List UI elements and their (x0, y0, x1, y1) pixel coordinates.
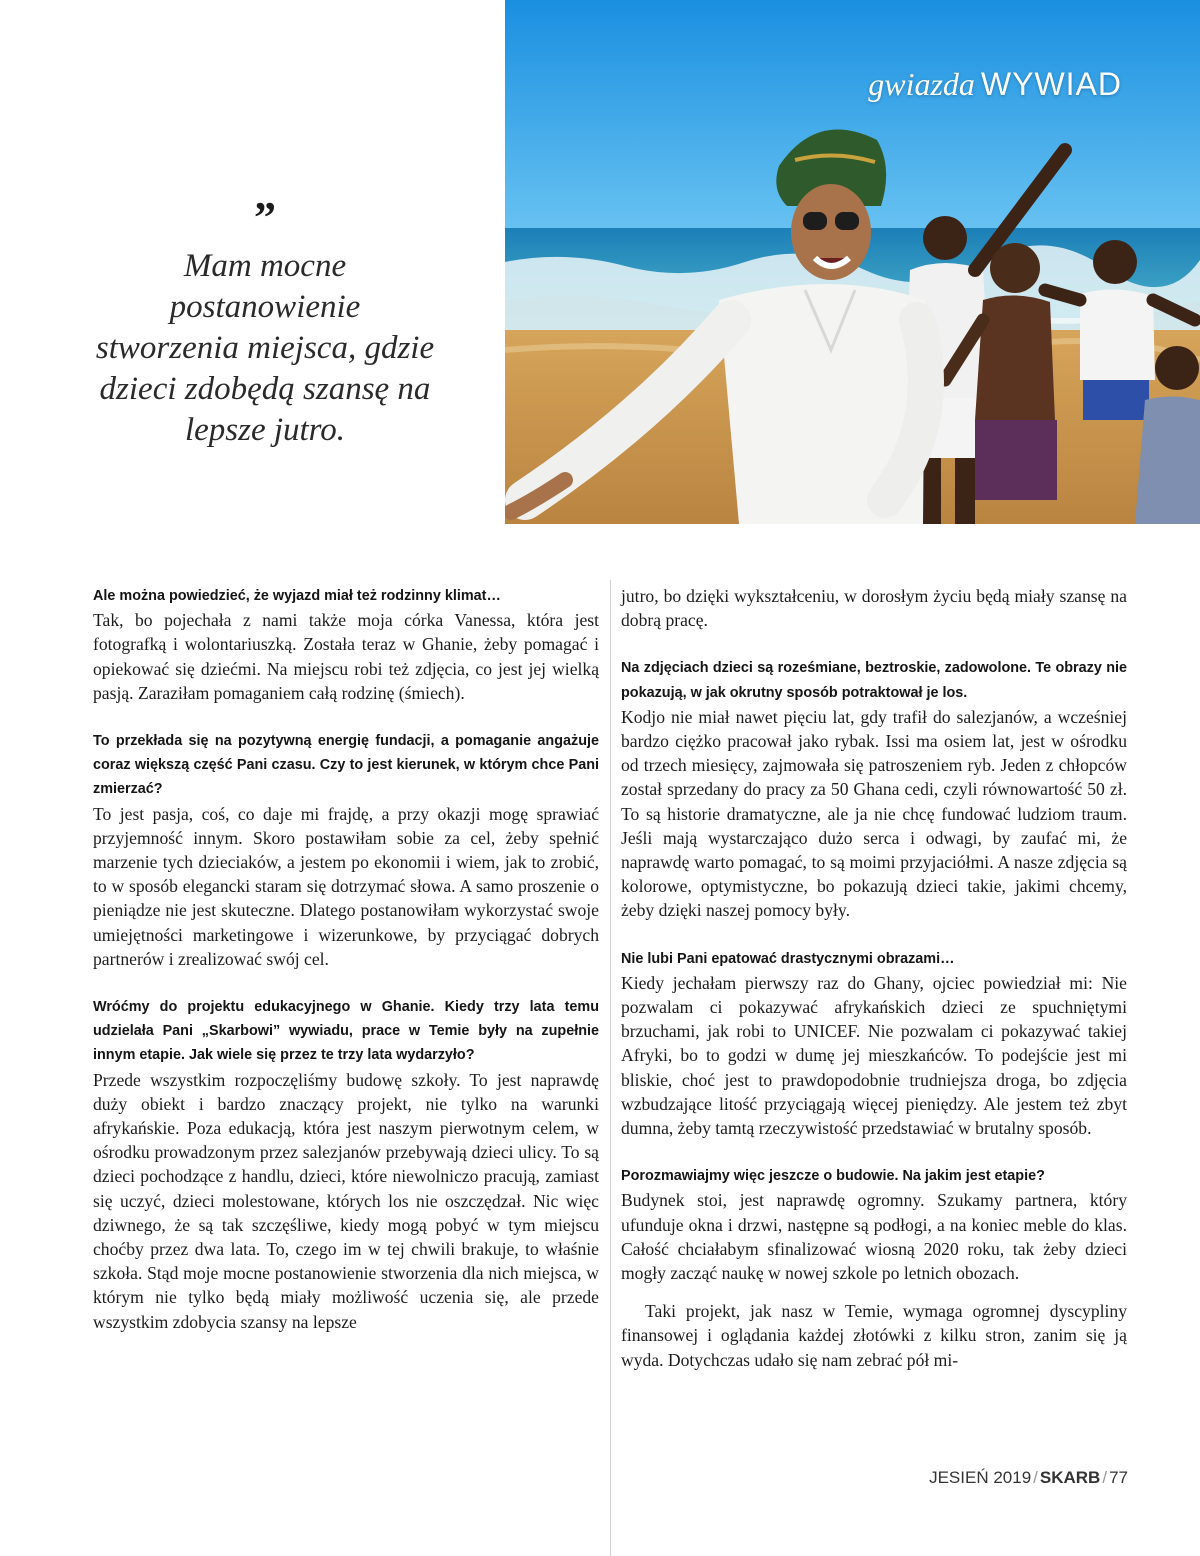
pull-quote-text: Mam mocne postanowienie stworzenia miejsca, gdzie dzieci zdobędą szansę na lepsze jutro. (95, 248, 435, 448)
paragraph-gap (93, 971, 599, 995)
interview-question: Wróćmy do projektu edukacyjnego w Ghanie. Kiedy trzy lata temu udzielała Pani „Skarbowi” wywiadu, prace w Temie były na zupełnie innym etapie. Jak wiele się przez te trzy lata wydarzyło? (93, 999, 599, 1064)
hero-photo (505, 0, 1200, 524)
page-number: 77 (1109, 1468, 1128, 1487)
section-tag: gwiazda (868, 66, 975, 102)
paragraph-gap (621, 1285, 1127, 1299)
paragraph-gap (93, 705, 599, 729)
pull-quote (95, 193, 435, 451)
quote-mark-icon: ” (254, 193, 276, 242)
article-column-left (93, 584, 599, 1334)
interview-answer: Kiedy jechałam pierwszy raz do Ghany, ojciec powiedział mi: Nie pozwalam ci pokazywać afrykańskich dzieci ze spuchniętymi brzuchami, jak robi to UNICEF. Nie pozwalam ci pokazywać takiej Afryki, bo to godzi w dumę jej mieszkańców. To podejście jest mi bliskie, choć jest to prawdopodobnie trudniejsza droga, bo zdjęcia wzbudzające litość przyciągają więcej pieniędzy. Ale jestem też zbyt dumna, żeby tamtą rzeczywistość przedstawiać w brutalny sposób. (621, 972, 1127, 1139)
interview-answer: jutro, bo dzięki wykształceniu, w dorosłym życiu będą miały szansę na dobrą pracę. (621, 586, 1127, 631)
section-name: WYWIAD (980, 66, 1122, 102)
paragraph-gap (621, 923, 1127, 947)
interview-answer: To jest pasja, coś, co daje mi frajdę, a przy okazji mogę sprawiać przyjemność innym. Skoro postawiłam sobie za cel, żeby spełnić marzenie tych dzieciaków, a jestem po ekonomii i wiem, jak to zrobić, to w sposób elegancki staram się dotrzymać słowa. A samo proszenie o pieniądze nie jest skuteczne. Dlatego postanowiłam wykorzystać swoje umiejętności marketingowe i wizerunkowe, by przyciągać dobrych partnerów i zrealizować swój cel. (93, 803, 599, 969)
interview-answer: Budynek stoi, jest naprawdę ogromny. Szukamy partnera, który ufunduje okna i drzwi, następne są podłogi, a na koniec meble do klas. Całość chciałabym sfinalizować wiosną 2020 roku, tak żeby dzieci mogły zacząć naukę w nowej szkole po letnich obozach. (621, 1190, 1127, 1284)
column-divider (610, 580, 611, 1556)
article-column-right (621, 584, 1127, 1372)
interview-answer: Taki projekt, jak nasz w Temie, wymaga ogromnej dyscypliny finansowej i oglądania każdej złotówki z kilku stron, zanim się ją wyda. Dotychczas udało się nam zebrać pół mi- (621, 1301, 1127, 1370)
issue-season: JESIEŃ 2019 (929, 1468, 1032, 1487)
interview-question: To przekłada się na pozytywną energię fundacji, a pomaganie angażuje coraz większą część Pani czasu. Czy to jest kierunek, w którym chce Pani zmierzać? (93, 733, 599, 798)
folio-separator: / (1033, 1468, 1038, 1487)
interview-answer: Przede wszystkim rozpoczęliśmy budowę szkoły. To jest naprawdę duży obiekt i bardzo znaczący projekt, nie tylko na warunki afrykańskie. Poza edukacją, która jest naszym pierwotnym celem, w ośrodku prowadzonym przez salezjanów przebywają dzieci ulicy. To są dzieci pochodzące z handlu, dzieci, które niewolniczo pracują, zamiast się uczyć, dzieci molestowane, których los nie oszczędzał. Nic więc dziwnego, że są tak szczęśliwe, kiedy mogą pobyć w tym miejscu choćby przez dwa lata. To, czego im w tej chwili brakuje, to właśnie szkoła. Stąd moje mocne postanowienie stworzenia dla nich miejsca, w którym nie tylko będą miały możliwość uczenia się, ale przede wszystkim zdobycia szansy na lepsze (93, 1069, 599, 1332)
paragraph-gap (621, 632, 1127, 656)
page-folio (929, 1468, 1128, 1488)
magazine-name: SKARB (1039, 1468, 1101, 1487)
paragraph-gap (621, 1140, 1127, 1164)
interview-answer: Kodjo nie miał nawet pięciu lat, gdy trafił do salezjanów, a wcześniej bardzo ciężko pracował jako rybak. Issi ma osiem lat, jest w ośrodku od trzech miesięcy, zajmowała się patroszeniem ryb. Jeden z chłopców został sprzedany do pracy za 50 Ghana cedi, czyli równowartość 50 zł. To są historie dramatyczne, ale ja nie chcę fundować ludziom traum. Jeśli mają wystarczająco dużo serca i odwagi, by zaufać mi, że naprawdę warto pomagać, to są moimi przyjaciółmi. A nasze zdjęcia są kolorowe, optymistyczne, bo pokazują dzieci takie, jakimi chcemy, żeby dzięki naszej pomocy były. (621, 706, 1127, 921)
interview-question: Porozmawiajmy więc jeszcze o budowie. Na jakim jest etapie? (621, 1168, 1045, 1185)
section-label (868, 66, 1122, 103)
interview-answer: Tak, bo pojechała z nami także moja córka Vanessa, która jest fotografką i wolontariuszką. Została teraz w Ghanie, żeby pomagać i opiekować się dziećmi. Na miejscu robi też zdjęcia, co jest jej wielką pasją. Zaraziłam pomaganiem całą rodzinę (śmiech). (93, 610, 599, 703)
interview-question: Na zdjęciach dzieci są roześmiane, beztroskie, zadowolone. Te obrazy nie pokazują, w jak okrutny sposób potraktował je los. (621, 660, 1127, 701)
interview-question: Nie lubi Pani epatować drastycznymi obrazami… (621, 950, 955, 967)
folio-separator: / (1102, 1468, 1108, 1487)
interview-question: Ale można powiedzieć, że wyjazd miał też rodzinny klimat… (93, 588, 501, 604)
